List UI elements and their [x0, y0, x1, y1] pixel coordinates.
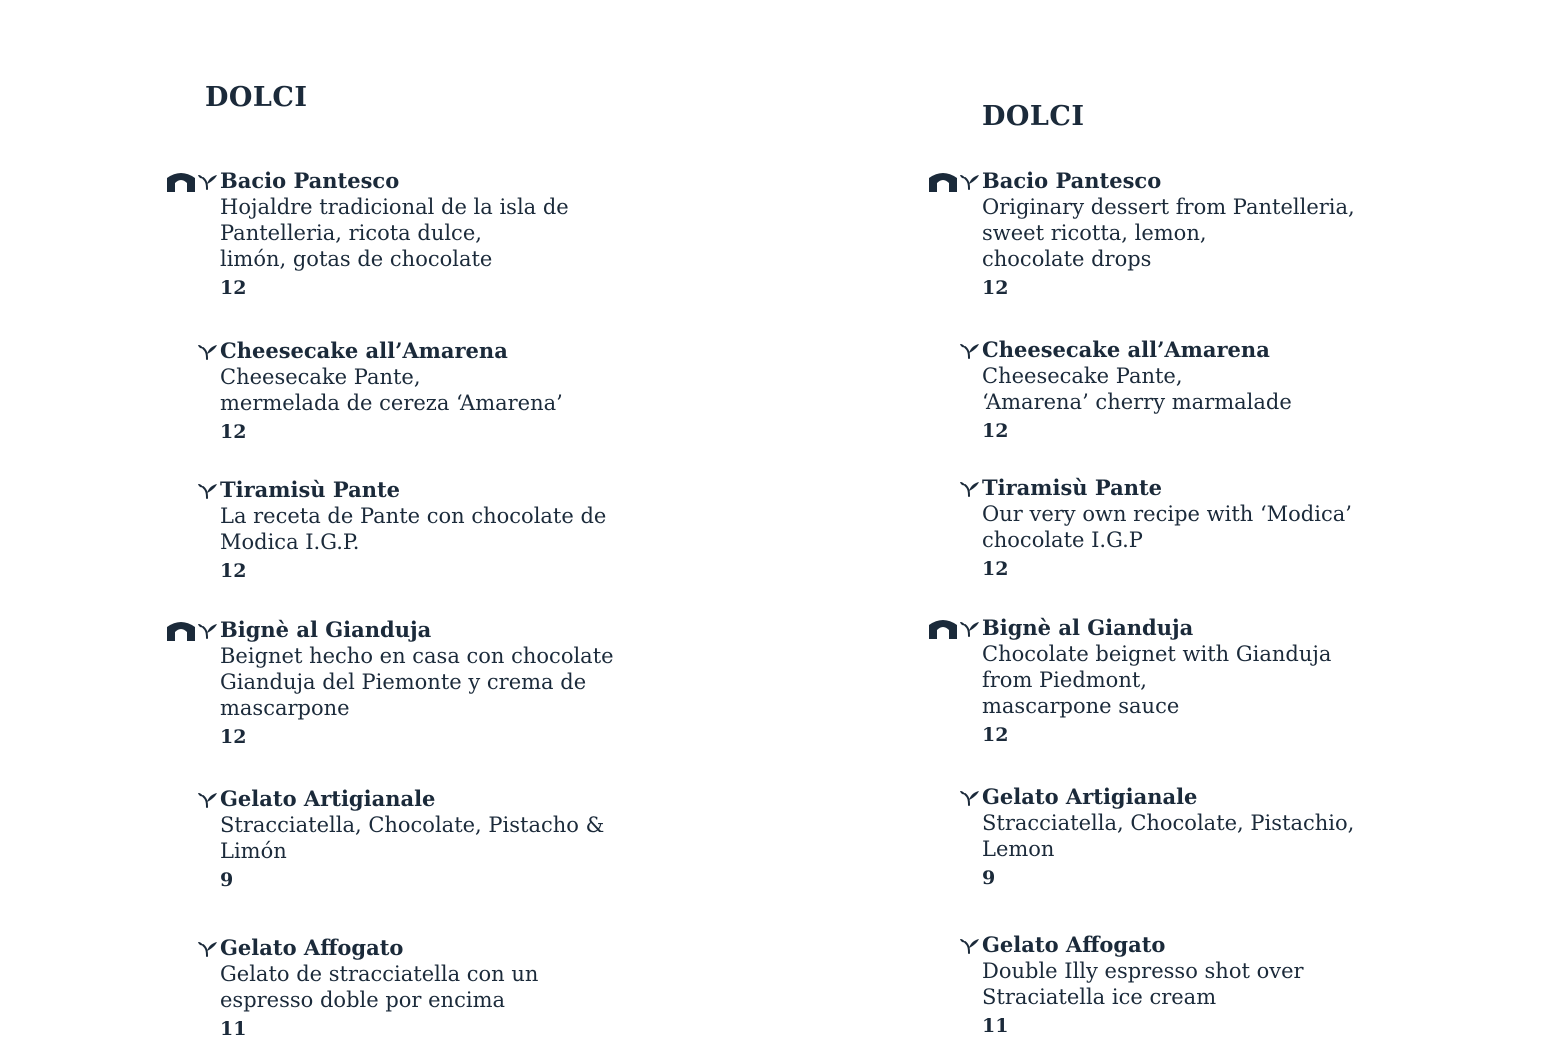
- sprout-icon: [960, 619, 980, 637]
- menu-item: [220, 617, 820, 749]
- item-name: Cheesecake all’Amarena: [982, 337, 1270, 362]
- sprout-icon: [198, 481, 218, 499]
- item-description-line: Cheesecake Pante,: [220, 365, 421, 389]
- item-description-line: espresso doble por encima: [220, 988, 505, 1012]
- menu-item: [982, 337, 1551, 443]
- item-description-line: Our very own recipe with ‘Modica’: [982, 502, 1352, 526]
- item-name: Gelato Artigianale: [982, 784, 1198, 809]
- item-icons: [198, 935, 218, 961]
- item-description-line: Gianduja del Piemonte y crema de: [220, 670, 587, 694]
- item-description-line: Pantelleria, ricota dulce,: [220, 221, 482, 245]
- item-description-line: Stracciatella, Chocolate, Pistachio,: [982, 811, 1355, 835]
- section-heading: DOLCI: [205, 82, 308, 113]
- item-price: 12: [220, 277, 247, 299]
- menu-item: [982, 784, 1551, 890]
- sprout-icon: [960, 788, 980, 806]
- item-price: 12: [982, 420, 1009, 442]
- menu-item: [982, 615, 1551, 747]
- item-icons: [166, 617, 218, 643]
- item-icons: [198, 477, 218, 503]
- arch-icon: [166, 170, 196, 192]
- item-description-line: Lemon: [982, 837, 1055, 861]
- arch-icon: [928, 170, 958, 192]
- item-price: 12: [982, 277, 1009, 299]
- item-description-line: Stracciatella, Chocolate, Pistacho &: [220, 813, 605, 837]
- item-price: 12: [220, 726, 247, 748]
- sprout-icon: [960, 936, 980, 954]
- item-description-line: Chocolate beignet with Gianduja: [982, 642, 1332, 666]
- section-heading: DOLCI: [982, 101, 1085, 132]
- item-price: 12: [982, 558, 1009, 580]
- item-description-line: sweet ricotta, lemon,: [982, 221, 1207, 245]
- item-description-line: Modica I.G.P.: [220, 530, 360, 554]
- arch-icon: [166, 619, 196, 641]
- item-name: Gelato Affogato: [982, 932, 1166, 957]
- menu-item: [220, 477, 820, 583]
- item-description-line: Straciatella ice cream: [982, 985, 1217, 1009]
- item-price: 12: [220, 421, 247, 443]
- item-description-line: Gelato de stracciatella con un: [220, 962, 539, 986]
- item-icons: [166, 168, 218, 194]
- menu-item: [982, 475, 1551, 581]
- item-name: Bignè al Gianduja: [220, 617, 432, 642]
- item-description-line: Originary dessert from Pantelleria,: [982, 195, 1355, 219]
- sprout-icon: [960, 172, 980, 190]
- item-price: 9: [982, 867, 996, 889]
- item-description-line: mascarpone sauce: [982, 694, 1180, 718]
- item-description-line: Hojaldre tradicional de la isla de: [220, 195, 569, 219]
- sprout-icon: [198, 939, 218, 957]
- arch-icon: [928, 617, 958, 639]
- menu-item: [982, 932, 1551, 1038]
- item-description-line: Cheesecake Pante,: [982, 364, 1183, 388]
- item-name: Gelato Artigianale: [220, 786, 436, 811]
- item-price: 12: [982, 724, 1009, 746]
- sprout-icon: [960, 479, 980, 497]
- item-icons: [960, 337, 980, 363]
- sprout-icon: [960, 341, 980, 359]
- item-price: 11: [982, 1015, 1009, 1037]
- item-description-line: Beignet hecho en casa con chocolate: [220, 644, 614, 668]
- item-icons: [928, 168, 980, 194]
- item-name: Cheesecake all’Amarena: [220, 338, 508, 363]
- menu-item: [220, 935, 820, 1041]
- item-description-line: mascarpone: [220, 696, 350, 720]
- item-price: 11: [220, 1018, 247, 1040]
- item-icons: [928, 615, 980, 641]
- item-description-line: chocolate I.G.P: [982, 528, 1143, 552]
- item-name: Tiramisù Pante: [982, 475, 1163, 500]
- item-icons: [960, 784, 980, 810]
- item-description-line: Limón: [220, 839, 287, 863]
- sprout-icon: [198, 342, 218, 360]
- item-name: Bignè al Gianduja: [982, 615, 1194, 640]
- item-icons: [960, 475, 980, 501]
- item-price: 12: [220, 560, 247, 582]
- sprout-icon: [198, 172, 218, 190]
- item-icons: [960, 932, 980, 958]
- item-description-line: Double Illy espresso shot over: [982, 959, 1304, 983]
- item-name: Gelato Affogato: [220, 935, 404, 960]
- item-name: Bacio Pantesco: [220, 168, 400, 193]
- menu-item: [220, 168, 820, 300]
- item-icons: [198, 338, 218, 364]
- item-description-line: ‘Amarena’ cherry marmalade: [982, 390, 1292, 414]
- sprout-icon: [198, 621, 218, 639]
- item-description-line: limón, gotas de chocolate: [220, 247, 493, 271]
- item-icons: [198, 786, 218, 812]
- item-name: Tiramisù Pante: [220, 477, 401, 502]
- item-description-line: mermelada de cereza ‘Amarena’: [220, 391, 563, 415]
- item-description-line: chocolate drops: [982, 247, 1152, 271]
- item-name: Bacio Pantesco: [982, 168, 1162, 193]
- menu-item: [220, 786, 820, 892]
- sprout-icon: [198, 790, 218, 808]
- menu-item: [982, 168, 1551, 300]
- item-price: 9: [220, 869, 234, 891]
- item-description-line: from Piedmont,: [982, 668, 1147, 692]
- menu-item: [220, 338, 820, 444]
- item-description-line: La receta de Pante con chocolate de: [220, 504, 607, 528]
